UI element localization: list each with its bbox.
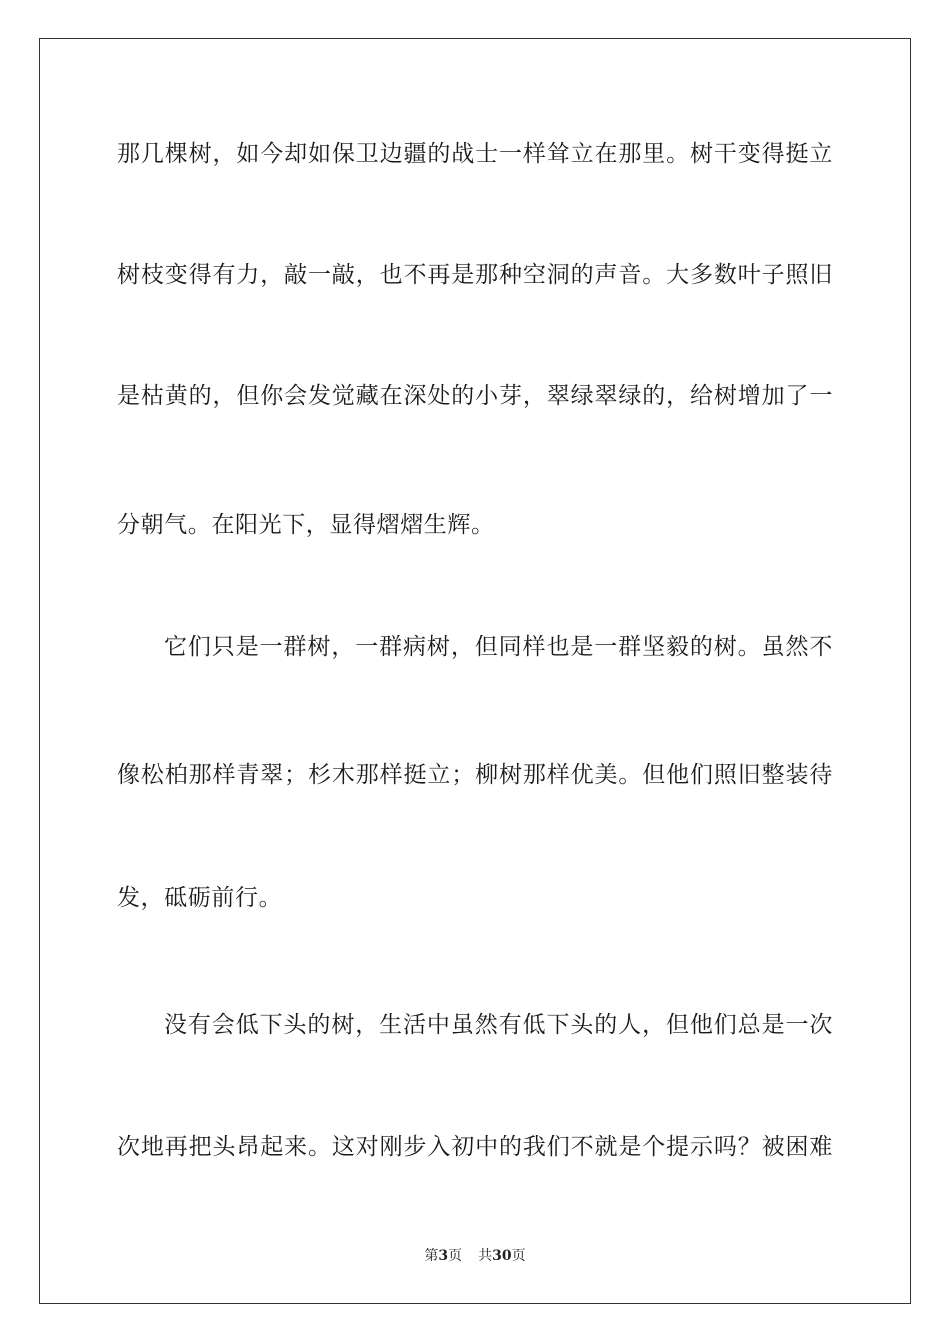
text-line: 发，砥砺前行。 xyxy=(117,885,283,911)
text-line: 像松柏那样青翠；杉木那样挺立；柳树那样优美。但他们照旧整装待 xyxy=(117,762,833,788)
text-line: 树枝变得有力，敲一敲，也不再是那种空洞的声音。大多数叶子照旧 xyxy=(117,262,833,288)
footer-page-suffix: 页 xyxy=(448,1248,463,1264)
footer-total-prefix: 共 xyxy=(478,1248,493,1264)
page-number: 3 xyxy=(438,1248,449,1264)
page-footer xyxy=(0,1247,950,1265)
text-line: 次地再把头昂起来。这对刚步入初中的我们不就是个提示吗？被困难 xyxy=(117,1134,833,1160)
text-line: 分朝气。在阳光下，显得熠熠生辉。 xyxy=(117,512,495,538)
text-line: 是枯黄的，但你会发觉藏在深处的小芽，翠绿翠绿的，给树增加了一 xyxy=(117,383,833,409)
footer-total-suffix: 页 xyxy=(511,1248,526,1264)
text-line: 没有会低下头的树，生活中虽然有低下头的人，但他们总是一次 xyxy=(164,1012,833,1038)
footer-prefix: 第 xyxy=(424,1248,439,1264)
text-line: 那几棵树，如今却如保卫边疆的战士一样耸立在那里。树干变得挺立 xyxy=(117,141,833,167)
total-pages: 30 xyxy=(492,1248,512,1264)
page-border xyxy=(39,38,911,1304)
text-line: 它们只是一群树，一群病树，但同样也是一群坚毅的树。虽然不 xyxy=(164,634,833,660)
